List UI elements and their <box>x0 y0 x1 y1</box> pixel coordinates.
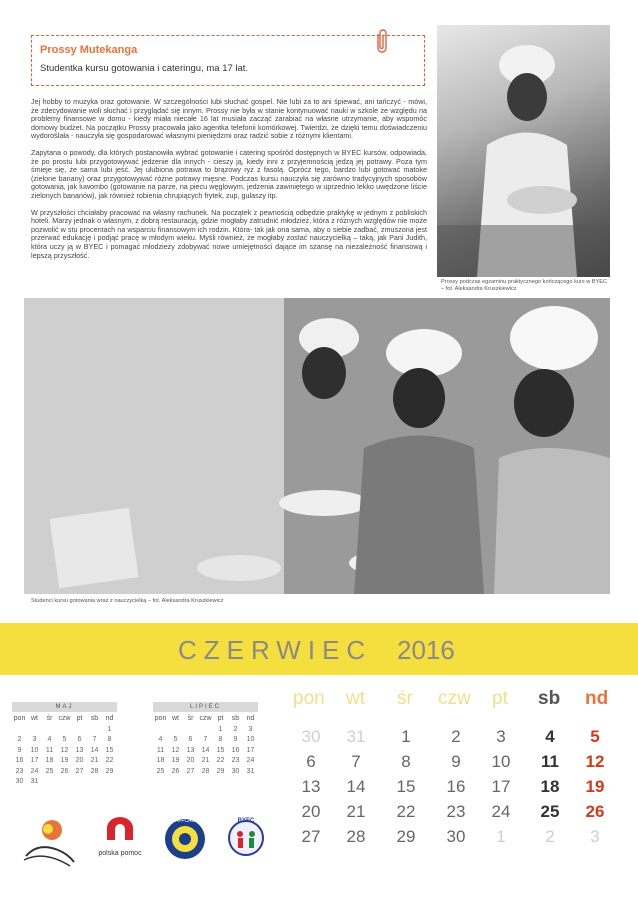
paperclip-icon <box>374 28 390 54</box>
mini-calendar-title: MAJ <box>12 702 117 712</box>
kolory-swiata-logo <box>18 812 78 870</box>
mini-day <box>57 725 72 736</box>
mini-day: 9 <box>233 736 238 743</box>
mini-day: 15 <box>216 746 225 754</box>
mini-day <box>198 725 213 736</box>
mini-day <box>72 725 87 736</box>
polska-pomoc-logo <box>90 816 150 857</box>
mini-day: 17 <box>30 757 39 764</box>
calendar-day: 4 <box>545 727 555 746</box>
mini-day: 3 <box>248 725 253 733</box>
mini-weekday: śr <box>187 715 194 722</box>
byec-text: BYEC <box>237 818 255 824</box>
mini-weekday: wt <box>172 715 179 722</box>
mini-weekday: pon <box>13 715 26 722</box>
calendar-day: 17 <box>491 777 511 796</box>
calendar-day: 1 <box>401 727 411 746</box>
mini-day: 20 <box>75 757 84 764</box>
month-title: CZERWIEC <box>178 635 373 665</box>
calendar-day: 21 <box>346 802 366 821</box>
polska-pomoc-icon <box>103 816 137 842</box>
mini-day: 5 <box>62 736 67 743</box>
calendar-day: 12 <box>585 752 605 771</box>
mini-day: 7 <box>203 736 208 743</box>
mini-day: 10 <box>246 736 255 743</box>
mini-weekday: sb <box>90 715 99 722</box>
mini-weekday: pt <box>217 715 224 722</box>
mini-day: 1 <box>107 725 112 733</box>
mini-day: 9 <box>17 746 22 754</box>
calendar-day: 13 <box>301 777 321 796</box>
mini-day: 19 <box>60 757 69 764</box>
mini-weekday: śr <box>46 715 53 722</box>
mini-day: 3 <box>32 736 37 743</box>
calendar-day: 20 <box>301 802 321 821</box>
calendar-day: 19 <box>585 777 605 796</box>
photo1-caption: Prossy podczas egzaminu praktycznego kończącego kurs w BYEC – fot. Aleksandra Kruszkiewicz <box>441 279 608 292</box>
mini-day: 7 <box>92 736 97 743</box>
mini-day <box>183 725 198 736</box>
mini-calendar-next <box>153 702 258 777</box>
calendar-day: 28 <box>346 827 366 846</box>
mini-day: 4 <box>47 736 52 743</box>
calendar-day: 6 <box>306 752 316 771</box>
weekday-header: czw <box>438 688 471 709</box>
photo-prossy-exam <box>437 25 610 277</box>
mini-day <box>42 725 57 736</box>
mini-day: 2 <box>233 725 238 733</box>
calendar-day: 23 <box>446 802 466 821</box>
mini-day: 31 <box>30 778 39 785</box>
photo-prossy-illustration <box>437 25 610 277</box>
mini-day: 16 <box>231 746 240 754</box>
article-paragraph: Jej hobby to muzyka oraz gotowanie. W szczególności lubi słuchać gospel. Nie lubi za to ani śpiewać, ani tańczyć - mówi, że zdecydowanie woli słuchać i przyglądać się innym. Prossy nie była w stanie kontynuować nauki w szkole ze względu na problemy finansowe w domu - kiedy miała niecałe 16 lat musiała zacząć zarabiać na własne utrzymanie, aby wspomóc domowy budżet. Na początku Prossy pracowała jako agentka telefonii komórkowej. Twierdzi, że dzięki temu doświadczeniu wydoroślała - nauczyła się gospodarować własnymi pieniędzmi oraz radzić sobie z różnymi klientami. <box>31 97 427 141</box>
mini-day: 29 <box>105 767 114 775</box>
calendar-day: 9 <box>451 752 461 771</box>
calendar-day: 2 <box>545 827 555 846</box>
calendar-day: 3 <box>590 827 600 846</box>
mini-day: 16 <box>15 757 24 764</box>
mini-day: 8 <box>107 736 112 743</box>
mini-day: 18 <box>156 757 165 764</box>
mini-weekday: pt <box>76 715 83 722</box>
article-paragraph: Zapytana o powody, dla których postanowiła wybrać gotowanie i catering spośród dostępnych w BYEC kursów, odpowiada, że po prostu lubi przygotowywać jedzenie dla innych - cieszy ją, kiedy inni z przyjemnością jedzą jej potrawy. Poza tym śmieje się, że sama lubi jeść. Jej ulubiona potrawa to brązowy ryż z fasolą. Oprócz tego, bardzo lubi gotować matoke (zielone banany) oraz przygotowywać różne potrawy mięsne. Podczas kursu nauczyła się zarówno tradycyjnych sposobów gotowania, jak luwombo (gotowanie na parze, na piecu węglowym, jedzenia zawiniętego w uprzednio lekko uwędzone liście zielonych bananów), jak również robienia chrupiących frytek, zup, gulaszy itp. <box>31 147 427 200</box>
mini-day: 28 <box>201 767 210 775</box>
mini-day: 17 <box>246 746 255 754</box>
calendar-day: 22 <box>396 802 416 821</box>
mini-day: 21 <box>201 757 210 764</box>
calendar-day: 26 <box>585 802 605 821</box>
mini-day: 26 <box>60 767 69 775</box>
mini-day: 23 <box>15 767 24 775</box>
calendar-day: 30 <box>301 727 321 746</box>
calendar-day: 10 <box>491 752 511 771</box>
mini-day: 13 <box>75 746 84 754</box>
calendar-day: 15 <box>396 777 416 796</box>
mini-day: 2 <box>17 736 22 743</box>
mini-weekday: wt <box>31 715 38 722</box>
mini-day: 31 <box>246 767 255 775</box>
mini-day: 28 <box>90 767 99 775</box>
weekday-header: sb <box>538 688 561 709</box>
weekday-header: śr <box>397 688 413 709</box>
mini-day: 22 <box>105 757 114 764</box>
calendar-day: 24 <box>491 802 511 821</box>
mini-day: 4 <box>158 736 163 743</box>
mini-weekday: nd <box>246 715 255 722</box>
mini-calendar-prev <box>12 702 117 788</box>
mini-day: 12 <box>171 746 180 754</box>
mini-day: 14 <box>90 746 99 754</box>
photo-students-illustration <box>24 298 610 594</box>
mini-day: 27 <box>186 767 195 775</box>
mini-day: 23 <box>231 757 240 764</box>
calendar-day: 31 <box>346 727 366 746</box>
mini-day: 27 <box>75 767 84 775</box>
article-body <box>31 98 427 268</box>
mini-day: 8 <box>218 736 223 743</box>
calendar-day: 1 <box>496 827 506 846</box>
mini-day: 13 <box>186 746 195 754</box>
calendar-day: 8 <box>401 752 411 771</box>
mini-day <box>168 725 183 736</box>
calendar-day: 29 <box>396 827 416 846</box>
photo2-caption: Studenci kursu gotowania wraz z nauczycielką – fot. Aleksandra Kruszkiewicz <box>31 598 224 604</box>
mini-day: 20 <box>186 757 195 764</box>
weekday-header: pon <box>293 688 325 709</box>
mini-day: 25 <box>156 767 165 775</box>
mini-weekday: nd <box>105 715 114 722</box>
weekday-header: pt <box>492 688 508 709</box>
mini-day: 24 <box>30 767 39 775</box>
mini-day: 22 <box>216 757 225 764</box>
weekday-header: nd <box>585 688 609 709</box>
mini-weekday: pon <box>154 715 167 722</box>
mini-day: 25 <box>45 767 54 775</box>
mini-calendar-title: LIPIEC <box>153 702 258 712</box>
mini-day <box>87 725 102 736</box>
polska-pomoc-label: polska pomoc <box>98 850 142 857</box>
calendar-day: 14 <box>346 777 366 796</box>
mini-day: 10 <box>30 746 39 754</box>
affcad-logo <box>163 815 207 863</box>
mini-day: 19 <box>171 757 180 764</box>
calendar-day: 2 <box>451 727 461 746</box>
mini-day: 30 <box>15 778 24 785</box>
mini-day: 24 <box>246 757 255 764</box>
profile-description: Studentka kursu gotowania i cateringu, ma 17 lat. <box>40 63 249 74</box>
mini-calendar-grid <box>12 714 117 788</box>
mini-day: 14 <box>201 746 210 754</box>
mini-calendar-grid <box>153 714 258 777</box>
calendar-day: 11 <box>541 752 559 771</box>
mini-day: 5 <box>173 736 178 743</box>
mini-day: 6 <box>188 736 193 743</box>
calendar-day: 18 <box>540 777 560 796</box>
mini-day: 21 <box>90 757 99 764</box>
affcad-text: AFFCAD <box>175 818 195 824</box>
photo-students-group <box>24 298 610 594</box>
calendar-day: 25 <box>540 802 560 821</box>
article-paragraph: W przyszłości chciałaby pracować na własny rachunek. Na początek z pewnością odbędzie praktykę w jednym z pobliskich hoteli. Marzy jednak o własnym, z dobrą restauracją, gdzie mogłaby zatrudnić młodzież, która z różnych względów nie może pozwolić w stu procentach na wsparciu finansowym ich rodzin. Która- tak jak ona sama, aby o siebie zadbać, zmuszona jest przerwać edukację i podjąć pracę w młodym wieku. Myśli również, że mogłaby zostać nauczycielką – taką, jak Pani Judith, która uczy ją w BYEC i pomagać młodzieży zdobywać nowe umiejętności dające im szansę na niezależność finansową i lepszą przyszłość. <box>31 207 427 260</box>
mini-day <box>153 725 168 736</box>
mini-day: 15 <box>105 746 114 754</box>
mini-day: 29 <box>216 767 225 775</box>
calendar-day: 27 <box>301 827 321 846</box>
profile-box <box>31 35 425 86</box>
mini-day <box>27 725 42 736</box>
mini-day: 30 <box>231 767 240 775</box>
mini-weekday: czw <box>199 715 212 722</box>
mini-day: 1 <box>218 725 223 733</box>
mini-day: 26 <box>171 767 180 775</box>
mini-weekday: sb <box>231 715 240 722</box>
calendar-day: 3 <box>496 727 506 746</box>
mini-day: 11 <box>45 746 54 754</box>
profile-name: Prossy Mutekanga <box>40 44 138 56</box>
mini-day: 6 <box>77 736 82 743</box>
mini-day: 12 <box>60 746 69 754</box>
calendar-day: 5 <box>590 727 600 746</box>
mini-day: 11 <box>156 746 165 754</box>
weekday-header: wt <box>346 688 365 709</box>
month-year: 2016 <box>397 635 455 665</box>
byec-logo <box>226 812 266 862</box>
mini-weekday: czw <box>58 715 71 722</box>
mini-day: 18 <box>45 757 54 764</box>
calendar-day: 7 <box>351 752 361 771</box>
mini-day <box>12 725 27 736</box>
calendar-day: 30 <box>446 827 466 846</box>
calendar-day: 16 <box>446 777 466 796</box>
